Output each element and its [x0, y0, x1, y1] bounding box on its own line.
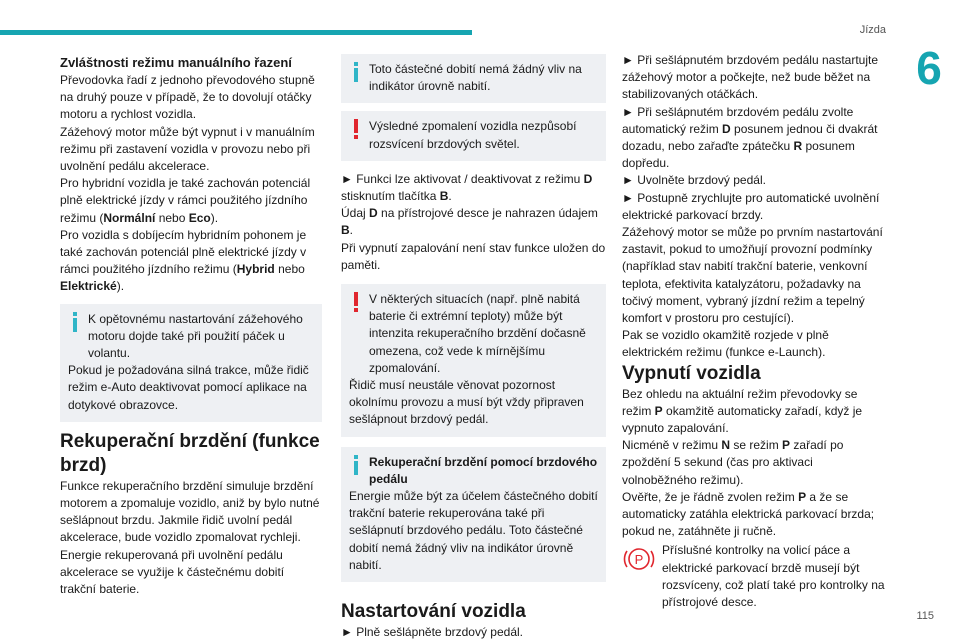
- svg-text:P: P: [634, 552, 644, 568]
- heading-regenerative-braking: Rekuperační brzdění (funkce brzd): [60, 430, 320, 476]
- header-accent-bar: [0, 30, 472, 35]
- paragraph: Pro vozidla s dobíjecím hybridním pohonem je také zachován potenciál plně elektrické jízdy v rámci použitého jízdního režimu (Hybrid nebo Elektrické).: [60, 227, 307, 294]
- chapter-number: 6: [916, 42, 942, 94]
- step: ► Postupně zrychlujte pro automatické uvolnění elektrické parkovací brzdy.: [622, 190, 880, 222]
- paragraph: Energie rekuperovaná při uvolnění pedálu akcelerace se využije k částečnému dobití trakční baterie.: [60, 547, 285, 597]
- column-1: [60, 54, 322, 598]
- warning-icon: [351, 292, 361, 314]
- paragraph: Ověřte, že je řádně zvolen režim P a že se automaticky zatáhla elektrická parkovací brzda; pokud ne, zatáhněte ji ručně.: [622, 489, 875, 539]
- heading-switching-off: Vypnutí vozidla: [622, 362, 761, 384]
- page-number: 115: [916, 610, 934, 622]
- info-icon: [351, 455, 361, 477]
- paragraph: Zážehový motor se může po prvním nastartování zastavit, pokud to umožňují provozní podmínky (například stav nabití trakční baterie, venkovní teplota, efektivita katalyzátoru, požadavky na točivý moment, vybraný jízdní režim a tepelný komfort v prostoru pro cestující).: [622, 225, 883, 326]
- warning-icon: [351, 119, 361, 141]
- step: ► Při sešlápnutém brzdovém pedálu zvolte automatický režim D posunem jednou či dvakrát dozadu, nebo zařaďte zpátečku R posunem dopředu.: [622, 104, 878, 171]
- info-note: K opětovnému nastartování zážehového motoru dojde také při použití páček u volantu. Pokud je požadována silná trakce, může řidič režim e-Auto deaktivovat pomocí aplikace na dotykové obrazovce.: [60, 304, 322, 422]
- step: ► Uvolněte brzdový pedál.: [622, 173, 766, 188]
- paragraph: ► Funkci lze aktivovat / deaktivovat z režimu D stisknutím tlačítka B.: [341, 171, 593, 204]
- paragraph: Nicméně v režimu N se režim P zařadí po zpoždění 5 sekund (čas pro aktivaci volnoběžného režimu).: [622, 438, 844, 487]
- column-2: [341, 54, 606, 640]
- info-note: Rekuperační brzdění pomocí brzdového pedálu Energie může být za účelem částečného dobití trakční baterie rekuperována také při sešlápnutí brzdového pedálu. Toto částečné dobití nemá žádný vliv na indikátor úrovně nabití.: [341, 447, 606, 582]
- heading-starting-vehicle: Nastartování vozidla: [341, 601, 526, 623]
- info-icon: [351, 62, 361, 84]
- step: ► Plně sešlápněte brzdový pedál.: [341, 625, 523, 640]
- paragraph: Údaj D na přístrojové desce je nahrazen údajem B.: [341, 206, 598, 238]
- paragraph: Zážehový motor může být vypnut i v manuálním režimu při zastavení vozidla v provozu nebo při uvolnění pedálu akcelerace.: [60, 124, 315, 174]
- paragraph: Bez ohledu na aktuální režim převodovky se režim P okamžitě automaticky zařadí, když je vypnuto zapalování.: [622, 386, 863, 436]
- warning-note: Výsledné zpomalení vozidla nezpůsobí rozsvícení brzdových světel.: [341, 111, 606, 160]
- section-title: Jízda: [859, 24, 886, 36]
- paragraph: Funkce rekuperačního brzdění simuluje brzdění motorem a zpomaluje vozidlo, aniž by bylo nutné sešlápnout brzdu. Jakmile řidič uvolní pedál akcelerace, bude vozidlo zpomalovat rychleji.: [60, 478, 320, 545]
- info-icon: [70, 312, 80, 334]
- paragraph: Pro hybridní vozidla je také zachován potenciál plně elektrické jízdy v rámci použitého jízdního režimu (Normální nebo Eco).: [60, 176, 311, 225]
- info-note: Toto částečné dobití nemá žádný vliv na indikátor úrovně nabití.: [341, 54, 606, 103]
- heading-manual-mode: Zvláštnosti režimu manuálního řazení: [60, 55, 292, 70]
- paragraph: Převodovka řadí z jednoho převodového stupně na druhý pouze v případě, že to dovolují otáčky motoru a rychlost vozidla.: [60, 73, 315, 122]
- paragraph: Při vypnutí zapalování není stav funkce uložen do paměti.: [341, 240, 606, 272]
- step: ► Při sešlápnutém brzdovém pedálu nastartujte zážehový motor a počkejte, než bude běžet na stabilizovaných otáčkách.: [622, 53, 879, 102]
- parking-indicator-row: P Příslušné kontrolky na volicí páce a elektrické parkovací brzdě musejí být rozsvíceny, což platí také pro kontrolky na přístrojové desce.: [622, 542, 888, 611]
- parking-brake-icon: [622, 542, 656, 576]
- warning-note: V některých situacích (např. plně nabitá baterie či extrémní teploty) může být intenzita rekuperačního brzdění dočasně omezena, což vede k mírnějšímu zpomalování. Řidič musí neustále věnovat pozornost okolnímu provozu a musí být vždy připraven sešlápnout brzdový pedál.: [341, 284, 606, 437]
- column-3: [622, 52, 888, 611]
- paragraph: Pak se vozidlo okamžitě rozjede v plně elektrickém režimu (funkce e-Launch).: [622, 328, 829, 360]
